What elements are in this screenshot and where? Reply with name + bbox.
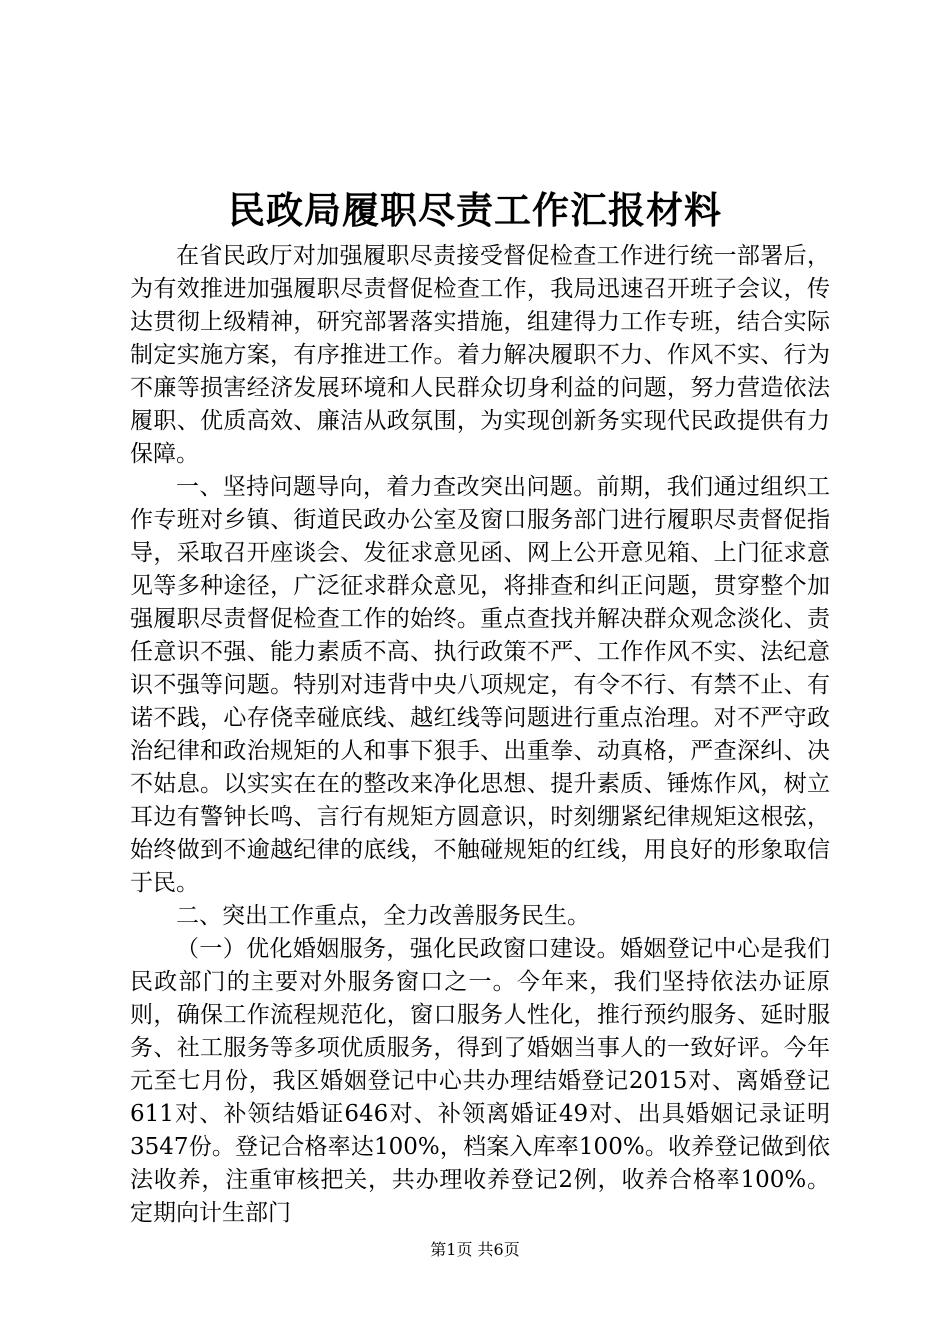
document-body: [130, 240, 830, 1230]
document-title: 民政局履职尽责工作汇报材料: [228, 188, 722, 232]
paragraph-section-2-heading: 二、突出工作重点，全力改善服务民生。: [176, 903, 590, 929]
paragraph-section-2-1: （一）优化婚姻服务，强化民政窗口建设。婚姻登记中心是我们民政部门的主要对外服务窗口之一。今年来，我们坚持依法办证原则，确保工作流程规范化，窗口服务人性化，推行预约服务、延时服务、社工服务等多项优质服务，得到了婚姻当事人的一致好评。今年元至七月份，我区婚姻登记中心共办理结婚登记2015对、离婚登记611对、补领结婚证646对、补领离婚证49对、出具婚姻记录证明3547份。登记合格率达100%，档案入库率100%。收养登记做到依法收养，注重审核把关，共办理收养登记2例，收养合格率100%。定期向计生部门: [130, 936, 830, 1226]
page-number-footer: 第1页 共6页: [430, 1240, 520, 1259]
paragraph-section-1: 一、坚持问题导向，着力查改突出问题。前期，我们通过组织工作专班对乡镇、街道民政办公室及窗口服务部门进行履职尽责督促指导，采取召开座谈会、发征求意见函、网上公开意见箱、上门征求意见等多种途径，广泛征求群众意见，将排查和纠正问题，贯穿整个加强履职尽责督促检查工作的始终。重点查找并解决群众观念淡化、责任意识不强、能力素质不高、执行政策不严、工作作风不实、法纪意识不强等问题。特别对违背中央八项规定，有令不行、有禁不止、有诺不践，心存侥幸碰底线、越红线等问题进行重点治理。对不严守政治纪律和政治规矩的人和事下狠手、出重拳、动真格，严查深纠、决不姑息。以实实在在的整改来净化思想、提升素质、锤炼作风，树立耳边有警钟长鸣、言行有规矩方圆意识，时刻绷紧纪律规矩这根弦，始终做到不逾越纪律的底线，不触碰规矩的红线，用良好的形象取信于民。: [130, 474, 830, 896]
paragraph-intro: 在省民政厅对加强履职尽责接受督促检查工作进行统一部署后，为有效推进加强履职尽责督促检查工作，我局迅速召开班子会议，传达贯彻上级精神，研究部署落实措施，组建得力工作专班，结合实际制定实施方案，有序推进工作。着力解决履职不力、作风不实、行为不廉等损害经济发展环境和人民群众切身利益的问题，努力营造依法履职、优质高效、廉洁从政氛围，为实现创新务实现代民政提供有力保障。: [130, 243, 830, 467]
